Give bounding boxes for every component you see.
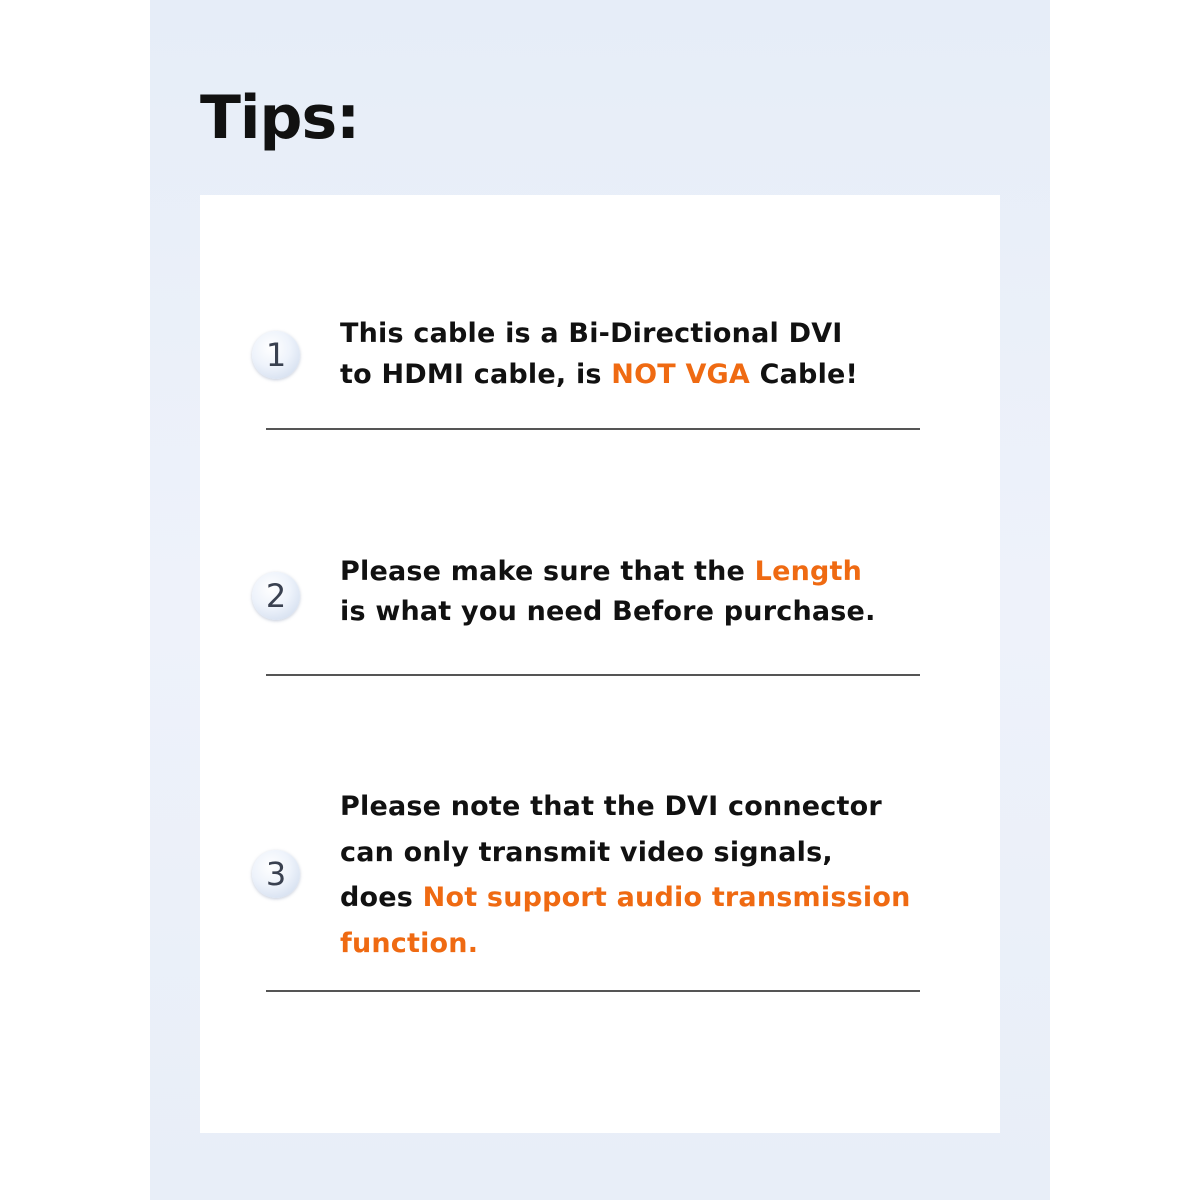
number-badge-icon bbox=[252, 850, 300, 898]
tip-line: This cable is a Bi-Directional DVI bbox=[340, 318, 843, 349]
divider bbox=[266, 990, 920, 992]
highlight-text: function. bbox=[340, 927, 479, 959]
highlight-text: Not support audio transmission bbox=[422, 882, 911, 913]
number-badge-icon bbox=[252, 572, 300, 620]
tip-line: can only transmit video signals, bbox=[340, 836, 833, 868]
tip-number: 2 bbox=[265, 577, 287, 615]
tip-line: does bbox=[340, 882, 423, 913]
tips-card bbox=[200, 195, 1000, 1133]
tip-line: Cable! bbox=[750, 359, 859, 390]
number-badge-icon bbox=[252, 331, 300, 379]
tip-line: Please note that the DVI connector bbox=[340, 791, 882, 822]
divider bbox=[266, 428, 920, 430]
highlight-text: Length bbox=[754, 556, 863, 587]
tip-number: 1 bbox=[265, 336, 287, 374]
page-title: Tips: bbox=[200, 83, 360, 153]
tip-number: 3 bbox=[265, 855, 287, 893]
tip-line: to HDMI cable, is bbox=[340, 359, 612, 390]
tip-line: is what you need Before purchase. bbox=[340, 596, 876, 627]
tip-line: Please make sure that the bbox=[340, 556, 755, 587]
divider bbox=[266, 674, 920, 676]
tip-text bbox=[340, 784, 940, 966]
tip-text bbox=[340, 313, 940, 395]
highlight-text: NOT VGA bbox=[611, 359, 751, 390]
tip-text bbox=[340, 552, 940, 632]
